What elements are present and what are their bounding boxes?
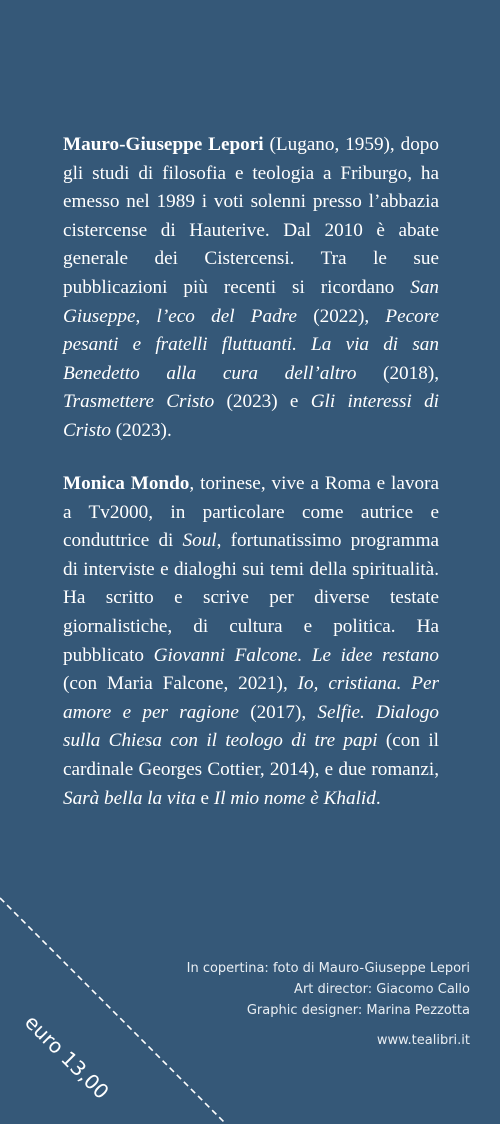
book-title: Il mio nome è Khalid xyxy=(213,787,376,809)
bio-text: (2018), xyxy=(356,362,440,384)
cover-photo-credit: In copertina: foto di Mauro-Giuseppe Lepori xyxy=(186,961,470,976)
bio-text: . xyxy=(375,787,381,809)
price-label: euro 13,00 xyxy=(20,1010,114,1104)
author-bio-mondo xyxy=(63,470,439,813)
art-director-credit: Art director: Giacomo Callo xyxy=(294,982,470,997)
bio-text: (2017), xyxy=(238,701,318,723)
bio-text: (2022), xyxy=(296,305,386,327)
book-title: Gli interessi di Cristo xyxy=(63,391,439,441)
book-title: Soul xyxy=(182,530,217,552)
book-title: Pecore pesanti e fratelli fluttuanti. La via di san Benedetto alla cura dell’altro xyxy=(63,305,440,384)
graphic-designer-credit: Graphic designer: Marina Pezzotta xyxy=(246,1003,470,1018)
book-title: Trasmettere Cristo xyxy=(63,391,215,413)
bio-text: (2023) e xyxy=(214,391,311,413)
bio-text: , torinese, vive a Roma e lavora a Tv2000, in particolare come autrice e conduttrice di xyxy=(63,473,439,552)
bio-text: (con Maria Falcone, 2021), xyxy=(63,673,298,695)
book-title: Giovanni Falcone. Le idee restano xyxy=(153,644,439,666)
bio-text: (Lugano, 1959), dopo gli studi di filosofia e teologia a Friburgo, ha emesso nel 1989 i voti solenni presso l’abbazia cistercense di Hauterive. Dal 2010 è abate generale dei Cistercensi. Tra le sue pubblicazioni più recenti si ricordano xyxy=(63,134,439,298)
bio-text: (2023). xyxy=(111,419,172,441)
author-bio-lepori xyxy=(63,131,439,446)
credits-block xyxy=(187,958,470,1051)
publisher-website-link[interactable]: www.tealibri.it xyxy=(376,1033,470,1048)
bio-text: , xyxy=(135,305,157,327)
book-title: l’eco del Padre xyxy=(156,305,297,327)
bio-text: (con il cardinale Georges Cottier, 2014), e due romanzi, xyxy=(63,730,439,780)
book-title: Sarà bella la vita xyxy=(63,787,196,809)
book-title: Io, cristiana. Per amore e per ragione xyxy=(63,673,439,723)
author-name: Mauro-Giuseppe Lepori xyxy=(63,134,264,155)
author-name: Monica Mondo xyxy=(63,473,190,494)
bio-text: e xyxy=(195,787,214,809)
bio-text: , fortunatissimo programma di interviste e dialoghi sui temi della spiritualità. Ha scritto e scrive per diverse testate giornalistiche, di cultura e politica. Ha pubblicato xyxy=(63,530,440,666)
book-title: San Giuseppe xyxy=(63,276,439,327)
book-title: Selfie. Dialogo sulla Chiesa con il teologo di tre papi xyxy=(63,701,440,752)
